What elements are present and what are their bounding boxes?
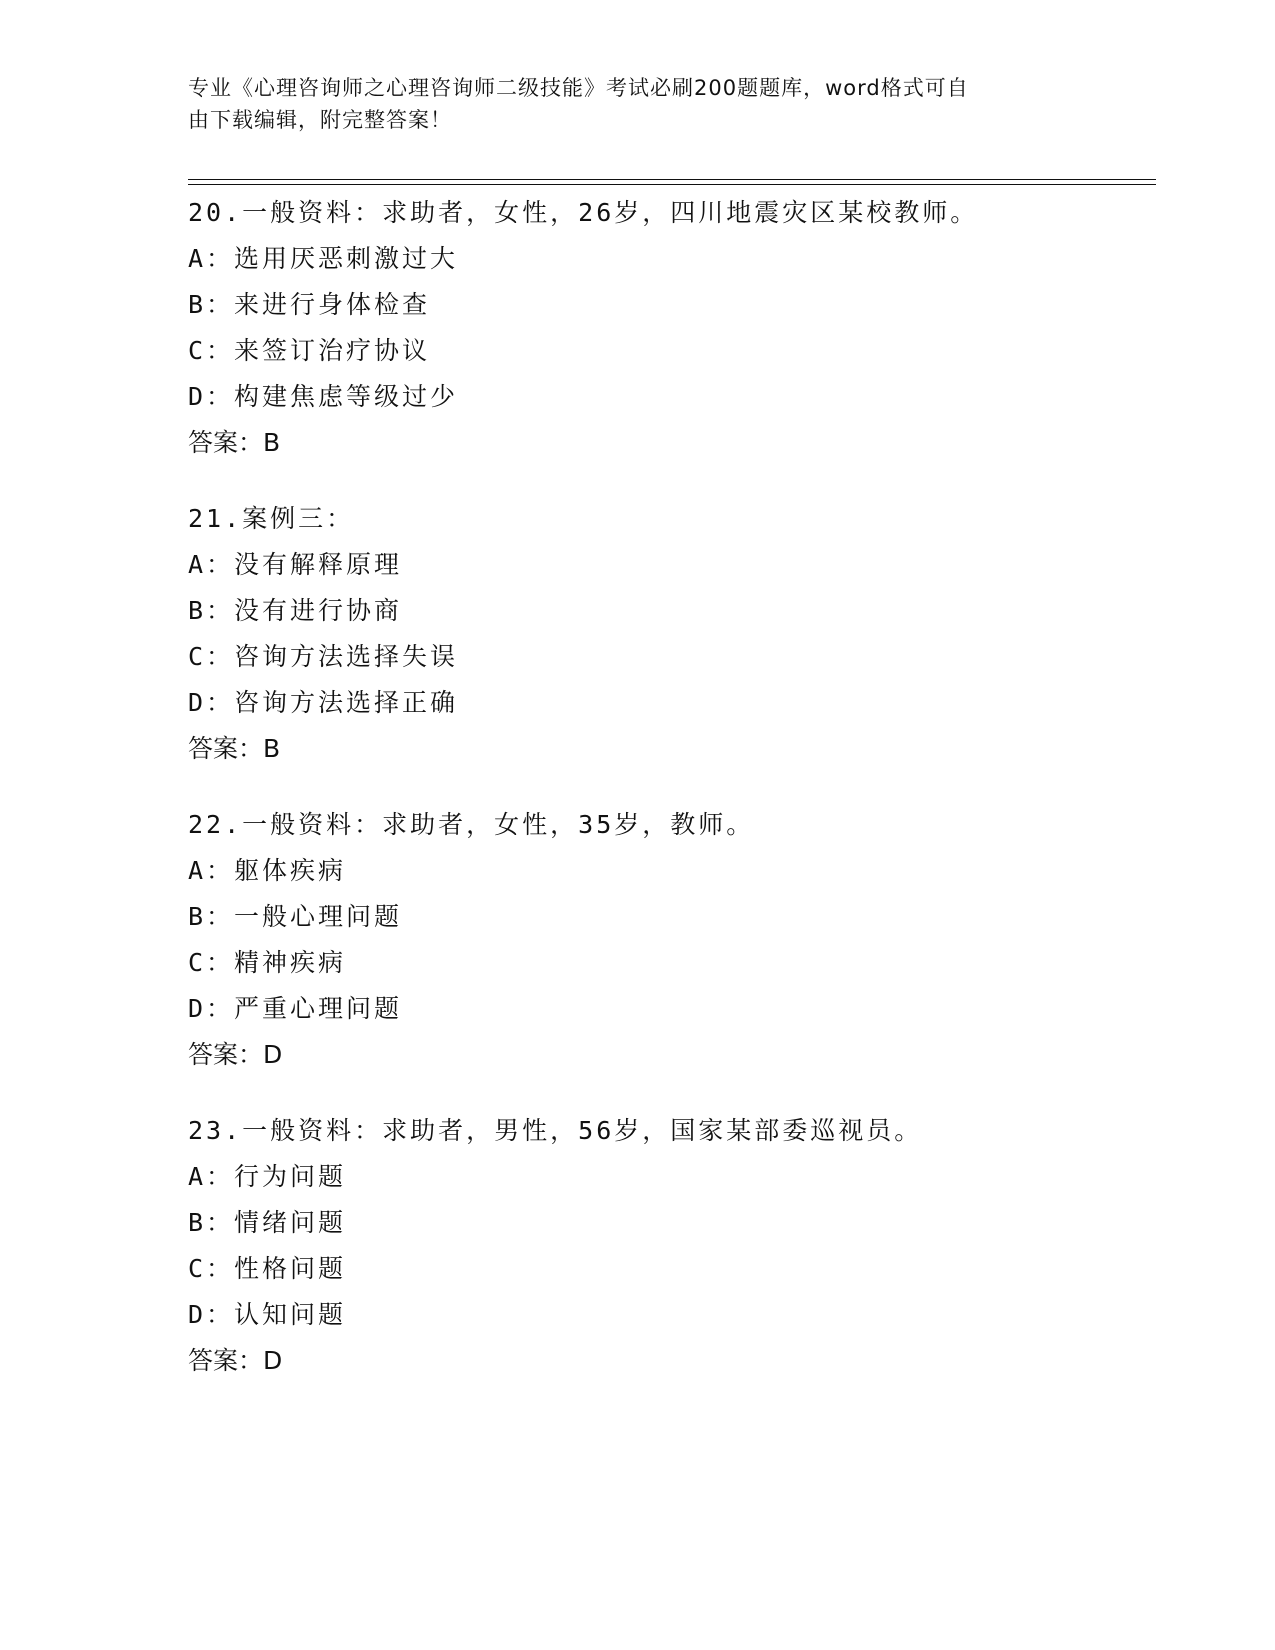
option-d: D：咨询方法选择正确 bbox=[188, 688, 459, 717]
question-item bbox=[188, 802, 1156, 1078]
header-divider-bottom bbox=[188, 184, 1156, 185]
question-list bbox=[188, 190, 1156, 1414]
answer-line: 答案：B bbox=[188, 428, 281, 457]
question-stem: 22.一般资料：求助者，女性，35岁，教师。 bbox=[188, 810, 755, 839]
option-a: A：行为问题 bbox=[188, 1162, 347, 1191]
option-a: A：选用厌恶刺激过大 bbox=[188, 244, 459, 273]
answer-line: 答案：D bbox=[188, 1040, 283, 1069]
option-d: D：严重心理问题 bbox=[188, 994, 403, 1023]
option-c: C：来签订治疗协议 bbox=[188, 336, 431, 365]
question-item bbox=[188, 1108, 1156, 1384]
question-stem: 20.一般资料：求助者，女性，26岁，四川地震灾区某校教师。 bbox=[188, 198, 979, 227]
option-c: C：性格问题 bbox=[188, 1254, 347, 1283]
option-b: B：一般心理问题 bbox=[188, 902, 403, 931]
header-divider-top bbox=[188, 179, 1156, 180]
option-c: C：咨询方法选择失误 bbox=[188, 642, 459, 671]
question-stem: 23.一般资料：求助者，男性，56岁，国家某部委巡视员。 bbox=[188, 1116, 923, 1145]
question-item bbox=[188, 496, 1156, 772]
answer-line: 答案：B bbox=[188, 734, 281, 763]
question-item bbox=[188, 190, 1156, 466]
option-b: B：没有进行协商 bbox=[188, 596, 403, 625]
question-stem: 21.案例三： bbox=[188, 504, 355, 533]
option-c: C：精神疾病 bbox=[188, 948, 347, 977]
option-a: A：没有解释原理 bbox=[188, 550, 403, 579]
document-header bbox=[188, 72, 1068, 136]
answer-line: 答案：D bbox=[188, 1346, 283, 1375]
header-line-1: 专业《心理咨询师之心理咨询师二级技能》考试必刷200题题库，word格式可自 bbox=[188, 76, 969, 100]
option-b: B：情绪问题 bbox=[188, 1208, 347, 1237]
header-line-2: 由下载编辑，附完整答案！ bbox=[188, 108, 452, 132]
option-a: A：躯体疾病 bbox=[188, 856, 347, 885]
option-d: D：构建焦虑等级过少 bbox=[188, 382, 459, 411]
option-d: D：认知问题 bbox=[188, 1300, 347, 1329]
option-b: B：来进行身体检查 bbox=[188, 290, 431, 319]
